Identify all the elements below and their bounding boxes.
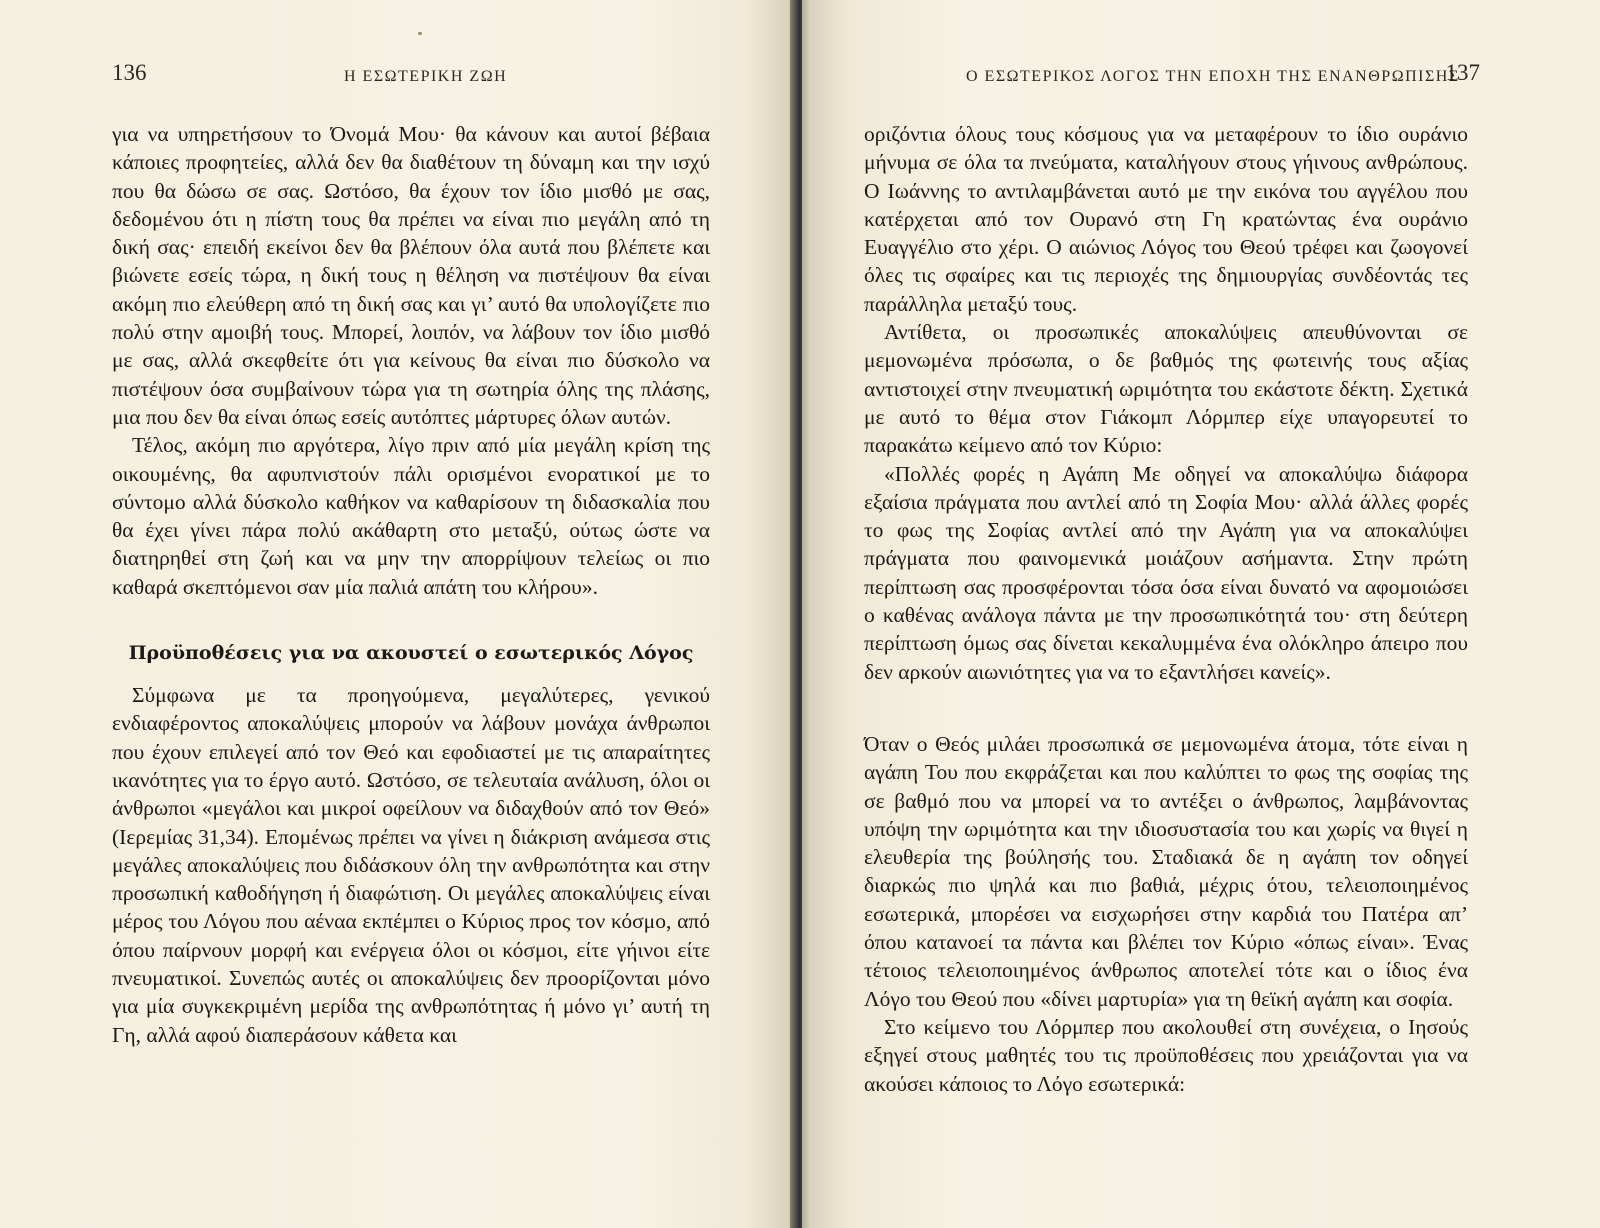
paragraph: Όταν ο Θεός μιλάει προσωπικά σε μεμονωμένα άτομα, τότε είναι η αγάπη Του που εκφράζεται και που καλύπτει το φως της σοφίας της σε βαθμό που να μπορεί να το αντέξει ο άνθρωπος, λαμβάνοντας υπόψη την ωριμότητα και την ιδιοσυστασία του και χωρίς να θιγεί η ελευθερία της βούλησής του. Σταδιακά δε η αγάπη τον οδηγεί διαρκώς πιο ψηλά και πιο βαθιά, μέχρις ότου, τελειοποιημένος εσωτερικά, μπορέσει να εισχωρήσει στην καρδιά του Πατέρα απ’ όπου κατανοεί τα πάντα και βλέπει τον Κύριο «όπως είναι». Ένας τέτοιος τελειοποιημένος άνθρωπος αποτελεί τότε και ο ίδιος ένα Λόγο του Θεού που «δίνει μαρτυρία» για τη θεϊκή αγάπη και σοφία. — [864, 731, 1468, 1011]
section-heading: Προϋποθέσεις για να ακουστεί ο εσωτερικός Λόγος — [128, 642, 694, 665]
left-body-text — [112, 120, 710, 1049]
right-page — [802, 0, 1600, 1228]
paragraph: Τέλος, ακόμη πιο αργότερα, λίγο πριν από μία μεγάλη κρίση της οικουμένης, θα αφυπνιστούν πάλι ορισμένοι ενορατικοί με το σύντομο αλλά δύσκολο καθήκον να καθαρίσουν τη διδασκαλία που θα έχει γίνει πάρα πολύ ακάθαρτη στο μεταξύ, ούτως ώστε να διατηρηθεί στη ζωή και να μην την απορρίψουν τελείως οι πιο καθαρά σκεπτόμενοι σαν μία παλιά απάτη του κλήρου». — [112, 433, 710, 599]
right-body-text — [864, 120, 1468, 1098]
paper-speck — [418, 32, 422, 35]
paragraph: Αντίθετα, οι προσωπικές αποκαλύψεις απευθύνονται σε μεμονωμένα πρόσωπα, ο δε βαθμός της φωτεινής τους αξίας αντιστοιχεί στην πνευματική ωριμότητα του εκάστοτε δέκτη. Σχετικά με αυτό το θέμα στον Γιάκομπ Λόρμπερ είχε υπαγορευτεί το παρακάτω κείμενο από τον Κύριο: — [864, 320, 1468, 458]
paragraph: για να υπηρετήσουν το Όνομά Μου· θα κάνουν και αυτοί βέβαια κάποιες προφητείες, αλλά δεν θα διαθέτουν τη δύναμη και την ισχύ που θα δώσω σε σας. Ωστόσο, θα έχουν τον ίδιο μισθό με σας, δεδομένου ότι η πίστη τους θα πρέπει να είναι πιο μεγάλη από τη δική σας· επειδή εκείνοι δεν θα βλέπουν όλα αυτά που βλέπετε και βιώνετε εσείς τώρα, η δική τους η θέληση να πιστέψουν θα είναι ακόμη πιο ελεύθερη από τη δική σας και γι’ αυτό θα υπολογίζετε πιο πολύ στην αμοιβή τους. Μπορεί, λοιπόν, να λάβουν τον ίδιο μισθό με σας, αλλά σκεφθείτε ότι για κείνους θα είναι πιο δύσκολο να πιστέψουν όσα συμβαίνουν τώρα για τη σωτηρία όλης της πλάσης, μια που δεν θα είναι όπως εσείς αυτόπτες μάρτυρες όλων αυτών. — [112, 122, 710, 429]
running-title: Η ΕΣΩΤΕΡΙΚΗ ΖΩΗ — [344, 68, 508, 85]
page-number: 137 — [1445, 60, 1480, 85]
right-running-head — [874, 60, 1480, 90]
paragraph: Σύμφωνα με τα προηγούμενα, μεγαλύτερες, γενικού ενδιαφέροντος αποκαλύψεις μπορούν να λάβουν μονάχα άνθρωποι που έχουν επιλεγεί από τον Θεό και εφοδιαστεί με τις απαραίτητες ικανότητες για το έργο αυτό. Ωστόσο, σε τελευταία ανάλυση, όλοι οι άνθρωποι «μεγάλοι και μικροί οφείλουν να διδαχθούν από τον Θεό» (Ιερεμίας 31,34). Επομένως πρέπει να γίνει η διάκριση ανάμεσα στις μεγάλες αποκαλύψεις που διδάσκουν όλη την ανθρωπότητα και στην προσωπική καθοδήγηση ή διαφώτιση. Οι μεγάλες αποκαλύψεις είναι μέρος του Λόγου που αέναα εκπέμπει ο Κύριος προς τον κόσμο, από όπου παίρνουν μορφή και ενέργεια όλοι οι κόσμοι, είτε γήινοι είτε πνευματικοί. Συνεπώς αυτές οι αποκαλύψεις δεν προορίζονται μόνο για μία συγκεκριμένη μερίδα της ανθρωπότητας ή μόνο γι’ αυτή τη Γη, αλλά αφού διαπεράσουν κάθετα και — [112, 683, 710, 1047]
page-number: 136 — [112, 60, 147, 85]
section-break — [864, 686, 1468, 730]
left-page — [0, 0, 796, 1228]
running-title: Ο ΕΣΩΤΕΡΙΚΟΣ ΛΟΓΟΣ ΤΗΝ ΕΠΟΧΗ ΤΗΣ ΕΝΑΝΘΡΩΠΙΣΗΣ — [966, 68, 1460, 85]
paragraph: οριζόντια όλους τους κόσμους για να μεταφέρουν το ίδιο ουράνιο μήνυμα σε όλα τα πνεύματα, καταλήγουν στους γήινους ανθρώπους. Ο Ιωάννης το αντιλαμβάνεται αυτό με την εικόνα του αγγέλου που κατέρχεται από τον Ουρανό στη Γη κρατώντας ένα ουράνιο Ευαγγέλιο στο χέρι. Ο αιώνιος Λόγος του Θεού τρέφει και ζωογονεί όλες τις σφαίρες και τις περιοχές της δημιουργίας συνδέοντάς τες παράλληλα μεταξύ τους. — [864, 122, 1468, 316]
quote-paragraph: «Πολλές φορές η Αγάπη Με οδηγεί να αποκαλύψω διάφορα εξαίσια πράγματα που αντλεί από τη Σοφία Μου· αλλά άλλες φορές το φως της Σοφίας αντλεί από την Αγάπη για να αποκαλύψει πράγματα που φαινομενικά μοιάζουν ασήμαντα. Στην πρώτη περίπτωση σας προσφέρονται τόσα όσα είναι δυνατό να αφομοιώσει ο καθένας ανάλογα πάντα με την προσωπικότητά του· στη δεύτερη περίπτωση όμως σας δίνεται κεκαλυμμένα ένα ολόκληρο άπειρο που δεν αρκούν αιωνιότητες για να το εξαντλήσει κανείς». — [864, 461, 1468, 684]
left-running-head — [112, 60, 710, 90]
paragraph: Στο κείμενο του Λόρμπερ που ακολουθεί στη συνέχεια, ο Ιησούς εξηγεί στους μαθητές του τις προϋποθέσεις που χρειάζονται για να ακούσει κάποιος το Λόγο εσωτερικά: — [864, 1014, 1468, 1096]
